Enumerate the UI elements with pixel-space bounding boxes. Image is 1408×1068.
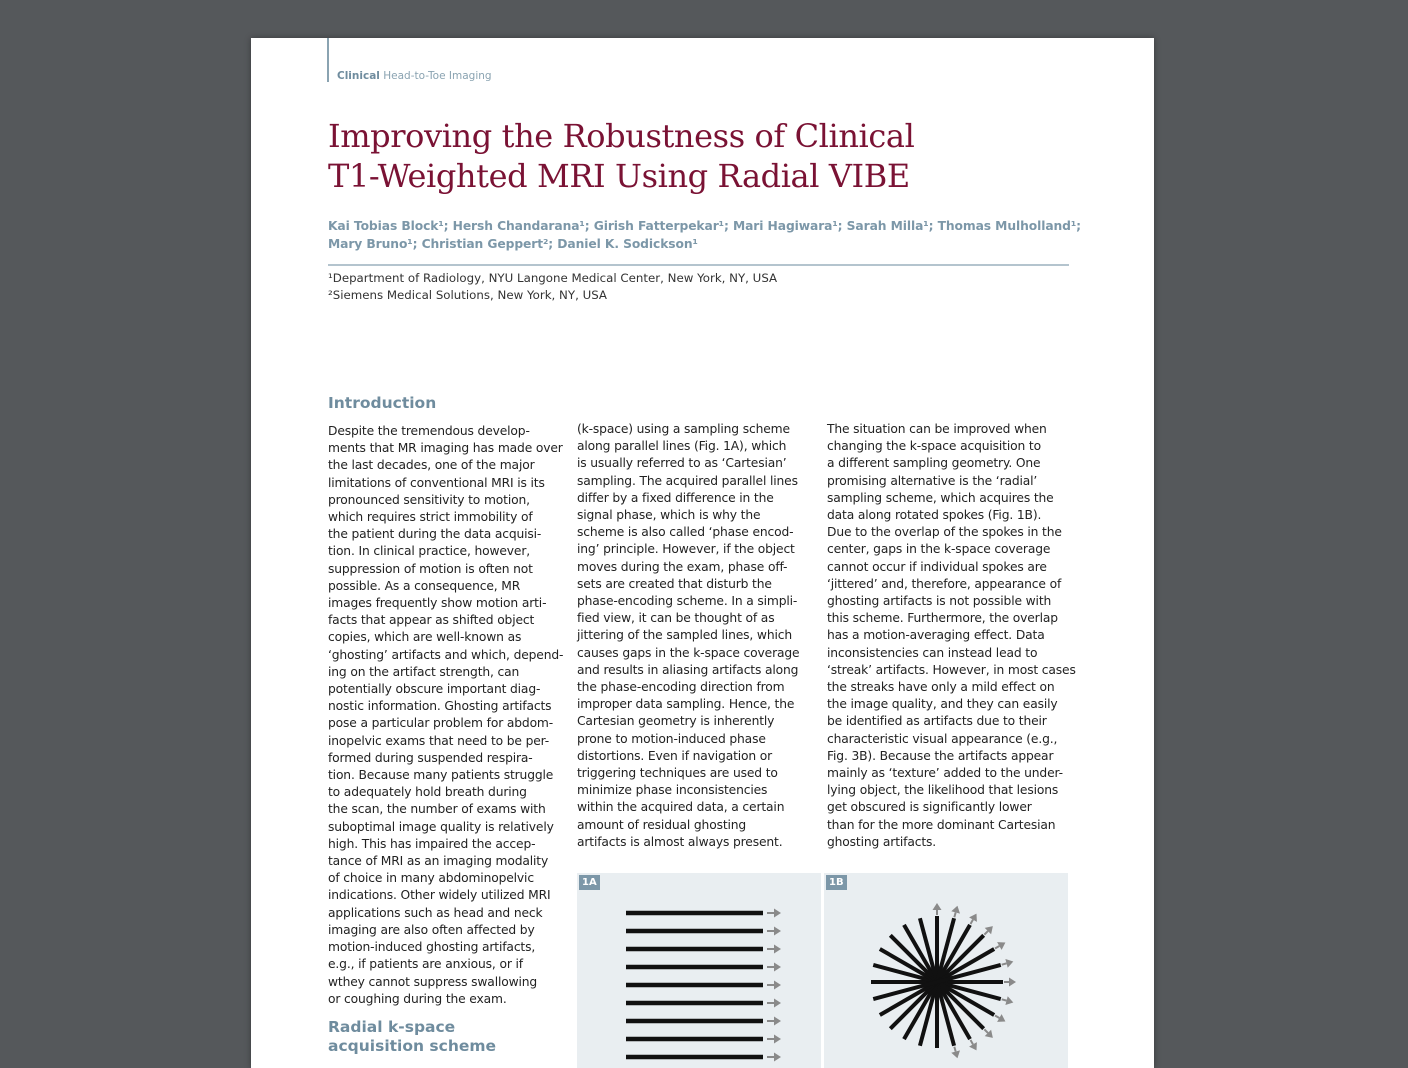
section-label-strong: Clinical [337, 70, 380, 82]
paragraph-line: ghosting artifacts is not possible with [827, 594, 1052, 609]
author-list [328, 218, 1081, 253]
arrow-shaft [984, 1029, 988, 1033]
paragraph-line: the last decades, one of the major [328, 458, 535, 473]
paragraph-line: and results in aliasing artifacts along [577, 662, 799, 677]
paragraph-line: tion. Because many patients struggle [328, 768, 554, 783]
paragraph-line: triggering techniques are used to [577, 766, 778, 781]
figure-label: 1A [579, 875, 600, 890]
paragraph-line: data along rotated spokes (Fig. 1B). [827, 508, 1042, 523]
paragraph-line: the streaks have only a mild effect on [827, 680, 1055, 695]
paragraph-line: ‘jittered’ and, therefore, appearance of [827, 576, 1062, 591]
figure-1a [577, 873, 821, 1068]
paragraph-line: center, gaps in the k-space coverage [827, 542, 1051, 557]
arrow-shaft [995, 1016, 999, 1019]
paragraph-line: ghosting artifacts. [827, 834, 937, 849]
paragraph-line: or coughing during the exam. [328, 991, 507, 1006]
paragraph-line: the scan, the number of exams with [328, 802, 546, 817]
paragraph-line: imaging are also often affected by [328, 922, 535, 937]
paragraph-line: promising alternative is the ‘radial’ [827, 473, 1038, 488]
paragraph-line: ments that MR imaging has made over [328, 441, 563, 456]
paragraph-line: characteristic visual appearance (e.g., [827, 731, 1058, 746]
title-line: T1-Weighted MRI Using Radial VIBE [328, 157, 910, 195]
paragraph-line: limitations of conventional MRI is its [328, 475, 545, 490]
paragraph-line: sampling scheme, which acquires the [827, 490, 1054, 505]
arrow-shaft [1002, 963, 1007, 964]
text-column-2 [577, 421, 813, 851]
paragraph-line: Despite the tremendous develop- [328, 424, 530, 438]
arrow-head [774, 927, 781, 936]
document-page [251, 38, 1154, 1068]
paragraph-line: jittering of the sampled lines, which [577, 628, 792, 643]
text-column-1 [328, 423, 564, 1008]
paragraph-line: Fig. 3B). Because the artifacts appear [827, 748, 1054, 763]
paragraph-line: copies, which are well-known as [328, 630, 522, 645]
paragraph-line: scheme is also called ‘phase encod- [577, 525, 794, 540]
paragraph-line: The situation can be improved when [827, 422, 1047, 436]
divider [328, 264, 1069, 266]
paragraph-line: lying object, the likelihood that lesions [827, 783, 1059, 798]
paragraph-line: cannot occur if individual spokes are [827, 559, 1047, 574]
paragraph-line: pronounced sensitivity to motion, [328, 492, 530, 507]
arrow-head [1005, 996, 1013, 1005]
paragraph-line: artifacts is almost always present. [577, 834, 783, 849]
arrow-head [774, 1017, 781, 1026]
paragraph-line: tance of MRI as an imaging modality [328, 854, 549, 869]
arrow-head [774, 999, 781, 1008]
paragraph-line: this scheme. Furthermore, the overlap [827, 611, 1058, 626]
figure-label: 1B [826, 875, 847, 890]
paragraph-line: indications. Other widely utilized MRI [328, 888, 551, 903]
title-line: Improving the Robustness of Clinical [328, 117, 915, 155]
figure-1b [824, 873, 1068, 1068]
paragraph-line: sets are created that disturb the [577, 576, 772, 591]
paragraph-line: be identified as artifacts due to their [827, 714, 1047, 729]
paragraph-line: motion-induced ghosting artifacts, [328, 940, 536, 955]
paragraph-line: moves during the exam, phase off- [577, 559, 788, 574]
paragraph-line: along parallel lines (Fig. 1A), which [577, 439, 787, 454]
arrow-head [774, 945, 781, 954]
paragraph-line: images frequently show motion arti- [328, 596, 547, 611]
paragraph-line: the patient during the data acquisi- [328, 527, 542, 542]
paragraph-line: which requires strict immobility of [328, 510, 533, 525]
paragraph-line: sampling. The acquired parallel lines [577, 473, 798, 488]
arrow-shaft [984, 931, 988, 935]
paragraph-line: facts that appear as shifted object [328, 613, 535, 628]
section-label-rest: Head-to-Toe Imaging [383, 70, 492, 82]
introduction-heading: Introduction [328, 394, 437, 412]
paragraph-line: differ by a fixed difference in the [577, 490, 774, 505]
arrow-shaft [995, 946, 999, 949]
author-line: Kai Tobias Block¹; Hersh Chandarana¹; Girish Fatterpekar¹; Mari Hagiwara¹; Sarah Milla¹; Thomas Mulholland¹; [328, 219, 1081, 233]
paragraph-line: the image quality, and they can easily [827, 697, 1058, 712]
arrow-shaft [1002, 999, 1007, 1000]
paragraph-line: formed during suspended respira- [328, 750, 533, 765]
paragraph-line: of choice in many abdominopelvic [328, 871, 534, 886]
arrow-head [774, 1035, 781, 1044]
paragraph-line: wthey cannot suppress swallowing [328, 974, 538, 989]
paragraph-line: potentially obscure important diag- [328, 682, 541, 697]
paragraph-line: mainly as ‘texture’ added to the under- [827, 766, 1063, 781]
arrow-head [774, 981, 781, 990]
heading-line: acquisition scheme [328, 1037, 497, 1055]
paragraph-line: within the acquired data, a certain [577, 800, 785, 815]
paragraph-line: ing’ principle. However, if the object [577, 542, 795, 557]
paragraph-line: inopelvic exams that need to be per- [328, 733, 550, 748]
paragraph-line: causes gaps in the k-space coverage [577, 645, 800, 660]
cartesian-sampling-diagram [577, 873, 821, 1068]
paragraph-line: e.g., if patients are anxious, or if [328, 957, 523, 972]
paragraph-line: the phase-encoding direction from [577, 680, 785, 695]
paragraph-line: a different sampling geometry. One [827, 456, 1041, 471]
paragraph-line: ‘streak’ artifacts. However, in most cases [827, 662, 1076, 677]
paragraph-line: applications such as head and neck [328, 905, 543, 920]
radial-sampling-diagram [824, 873, 1068, 1068]
paragraph-line: signal phase, which is why the [577, 508, 761, 523]
arrow-shaft [954, 1047, 955, 1052]
paragraph-line: ‘ghosting’ artifacts and which, depend- [328, 647, 564, 662]
paragraph-line: suboptimal image quality is relatively [328, 819, 554, 834]
arrow-head [933, 903, 942, 910]
paragraph-line: (k-space) using a sampling scheme [577, 422, 790, 436]
paragraph-line: pose a particular problem for abdom- [328, 716, 554, 731]
affiliation-line: ²Siemens Medical Solutions, New York, NY, USA [328, 287, 607, 302]
paragraph-line: fied view, it can be thought of as [577, 611, 775, 626]
paragraph-line: to adequately hold breath during [328, 785, 527, 800]
paragraph-line: possible. As a consequence, MR [328, 578, 521, 593]
paragraph-line: has a motion-averaging effect. Data [827, 628, 1045, 643]
paragraph-line: ing on the artifact strength, can [328, 664, 520, 679]
article-title [328, 116, 1068, 196]
paragraph-line: than for the more dominant Cartesian [827, 817, 1056, 832]
paragraph-line: changing the k-space acquisition to [827, 439, 1041, 454]
affiliations [328, 270, 1028, 303]
section-label [337, 70, 492, 82]
radial-section-heading [328, 1018, 558, 1056]
arrow-shaft [971, 920, 974, 924]
author-line: Mary Bruno¹; Christian Geppert²; Daniel K. Sodickson¹ [328, 236, 698, 251]
paragraph-line: nostic information. Ghosting artifacts [328, 699, 552, 714]
section-marker-bar [327, 38, 329, 82]
paragraph-line: inconsistencies can instead lead to [827, 645, 1038, 660]
arrow-head [1009, 978, 1016, 987]
paragraph-line: is usually referred to as ‘Cartesian’ [577, 456, 787, 471]
arrow-head [774, 963, 781, 972]
arrow-head [774, 909, 781, 918]
paragraph-line: distortions. Even if navigation or [577, 748, 773, 763]
paragraph-line: high. This has impaired the accep- [328, 836, 536, 851]
paragraph-line: amount of residual ghosting [577, 817, 747, 832]
affiliation-line: ¹Department of Radiology, NYU Langone Medical Center, New York, NY, USA [328, 271, 778, 285]
heading-line: Radial k-space [328, 1018, 456, 1036]
paragraph-line: improper data sampling. Hence, the [577, 697, 795, 712]
paragraph-line: minimize phase inconsistencies [577, 783, 768, 798]
paragraph-line: Cartesian geometry is inherently [577, 714, 775, 729]
paragraph-line: get obscured is significantly lower [827, 800, 1032, 815]
paragraph-line: suppression of motion is often not [328, 561, 533, 576]
arrow-head [774, 1053, 781, 1062]
paragraph-line: phase-encoding scheme. In a simpli- [577, 594, 798, 609]
text-column-3 [827, 421, 1076, 851]
arrow-head [1005, 959, 1013, 968]
paragraph-line: prone to motion-induced phase [577, 731, 766, 746]
paragraph-line: tion. In clinical practice, however, [328, 544, 531, 559]
paragraph-line: Due to the overlap of the spokes in the [827, 525, 1062, 540]
arrow-head [951, 906, 960, 914]
arrow-head [951, 1050, 960, 1058]
arrow-shaft [971, 1040, 974, 1044]
arrow-shaft [954, 912, 955, 917]
